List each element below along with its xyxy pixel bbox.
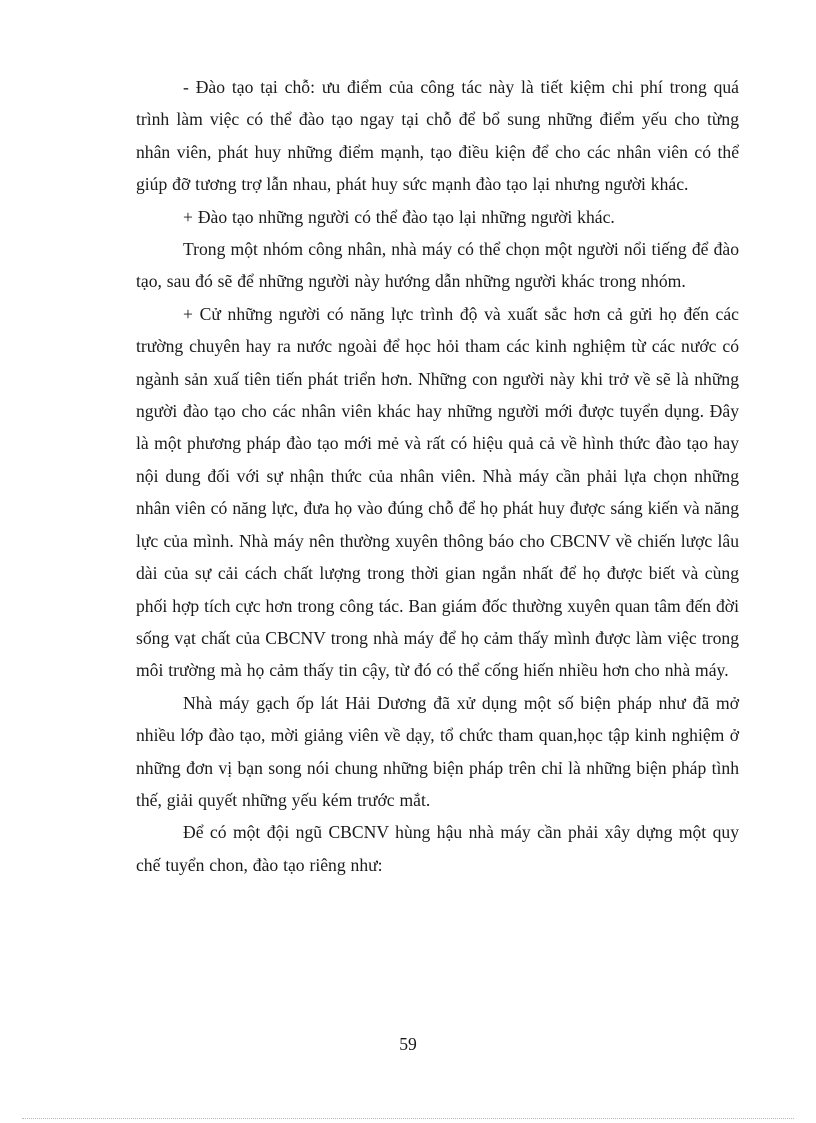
paragraph-send-abroad: + Cử những người có năng lực trình độ và xuất sắc hơn cả gửi họ đến các trường chuyên hay ra nước ngoài để học hỏi tham các kinh nghiệm từ các nước có ngành sản xuấ tiên tiến phát triển hơn. Những con người này khi trở về sẽ là những người đào tạo cho các nhân viên khác hay những người mới được tuyển dụng. Đây là một phương pháp đào tạo mới mẻ và rất có hiệu quả cả về hình thức đào tạo hay nội dung đối với sự nhận thức của nhân viên. Nhà máy cần phải lựa chọn những nhân viên có năng lực, đưa họ vào đúng chỗ để họ phát huy được sáng kiến và năng lực của mình. Nhà máy nên thường xuyên thông báo cho CBCNV về chiến lược lâu dài của sự cải cách chất lượng trong thời gian ngắn nhất để họ được biết và cùng phối hợp tích cực hơn trong công tác. Ban giám đốc thường xuyên quan tâm đến đời sống vạt chất của CBCNV trong nhà máy để họ cảm thấy mình được làm việc trong môi trường mà họ cảm thấy tin cậy, từ đó có thể cống hiến nhiều hơn cho nhà máy. [136,303,739,681]
paragraph-train-the-trainers: + Đào tạo những người có thể đào tạo lại những người khác. [183,206,615,227]
body-text [136,71,739,881]
page-number: 59 [399,1034,417,1054]
paragraph-recruitment-policy: Để có một đội ngũ CBCNV hùng hậu nhà máy cần phải xây dựng một quy chế tuyển chon, đào tạo riêng như: [136,822,739,875]
paragraph-worker-group: Trong một nhóm công nhân, nhà máy có thể chọn một người nổi tiếng để đào tạo, sau đó sẽ để những người này hướng dẫn những người khác trong nhóm. [136,239,739,292]
paragraph-onsite-training: - Đào tạo tại chỗ: ưu điểm của công tác này là tiết kiệm chi phí trong quá trình làm việc có thể đào tạo ngay tại chỗ để bổ sung những điểm yếu cho từng nhân viên, phát huy những điểm mạnh, tạo điều kiện để cho các nhân viên có thể giúp đỡ tương trợ lẫn nhau, phát huy sức mạnh đào tạo lại nhưng người khác. [136,77,739,195]
paragraph-factory-measures: Nhà máy gạch ốp lát Hải Dương đã xử dụng một số biện pháp như đã mở nhiều lớp đào tạo, mời giảng viên về dạy, tổ chức tham quan,học tập kinh nghiệm ở những đơn vị bạn song nói chung những biện pháp trên chỉ là những biện pháp tình thế, giải quyết những yếu kém trước mắt. [136,692,739,810]
page-bottom-divider [22,1118,794,1119]
